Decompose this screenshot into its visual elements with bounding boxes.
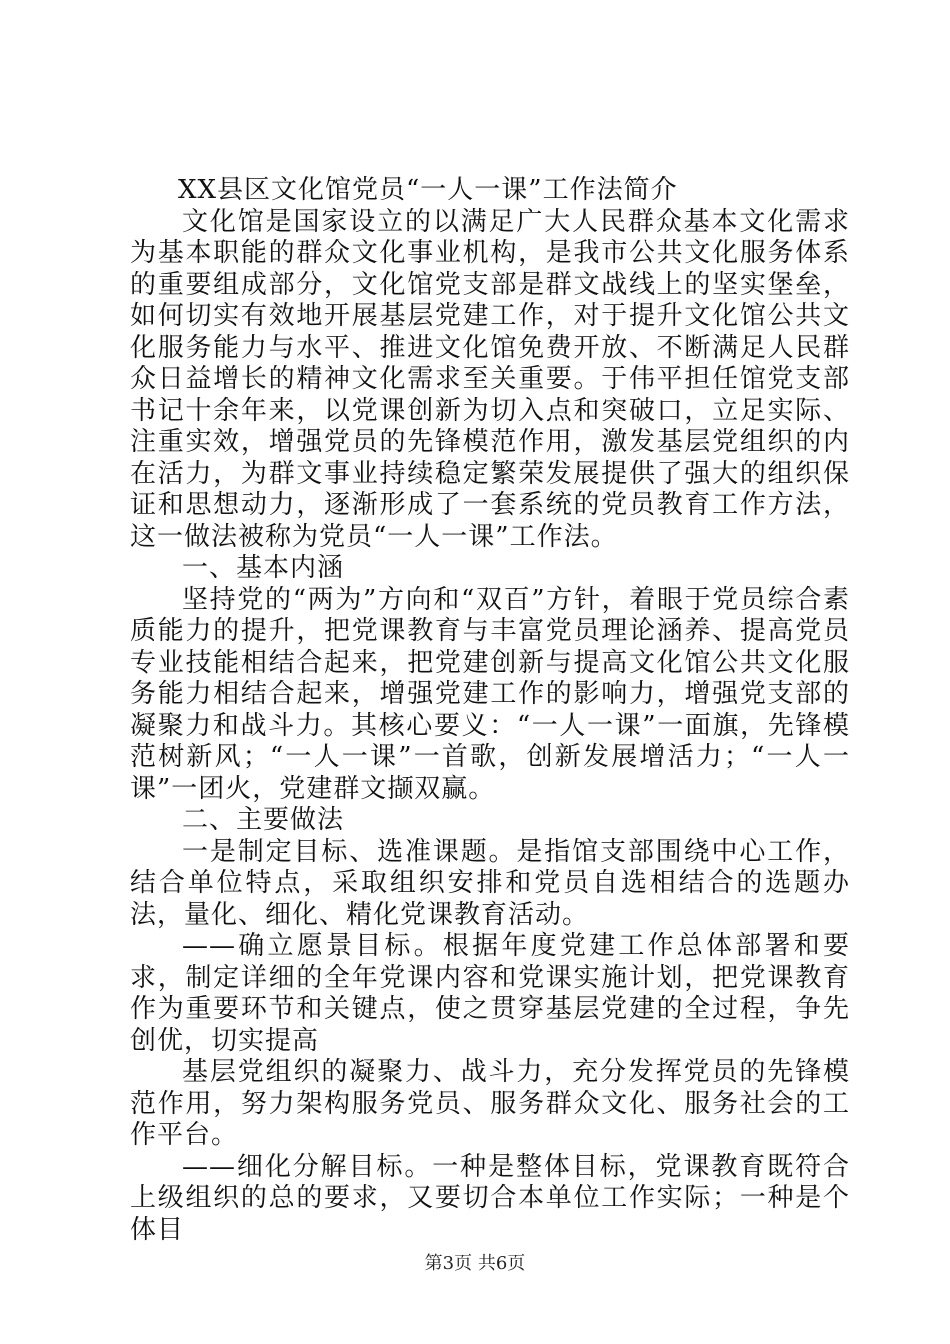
section-heading-main-practices: 二、主要做法	[182, 805, 345, 835]
document-body	[130, 175, 850, 1246]
page-number-footer: 第3页 共6页	[424, 1253, 526, 1274]
paragraph-vision-goal: ——确立愿景目标。根据年度党建工作总体部署和要求，制定详细的全年党课内容和党课实施计划，把党课教育作为重要环节和关键点，使之贯穿基层党建的全过程，争先创优，切实提高	[130, 931, 850, 1056]
document-title: XX县区文化馆党员“一人一课”工作法简介	[178, 175, 678, 205]
paragraph-intro: 文化馆是国家设立的以满足广大人民群众基本文化需求为基本职能的群众文化事业机构，是我市公共文化服务体系的重要组成部分，文化馆党支部是群文战线上的坚实堡垒，如何切实有效地开展基层党建工作，对于提升文化馆公共文化服务能力与水平、推进文化馆免费开放、不断满足人民群众日益增长的精神文化需求至关重要。于伟平担任馆党支部书记十余年来，以党课创新为切入点和突破口，立足实际、注重实效，增强党员的先锋模范作用，激发基层党组织的内在活力，为群文事业持续稳定繁荣发展提供了强大的组织保证和思想动力，逐渐形成了一套系统的党员教育工作方法，这一做法被称为党员“一人一课”工作法。	[130, 206, 850, 552]
paragraph-continuation: 基层党组织的凝聚力、战斗力，充分发挥党员的先锋模范作用，努力架构服务党员、服务群众文化、服务社会的工作平台。	[130, 1057, 850, 1150]
paragraph-basic-connotation: 坚持党的“两为”方向和“双百”方针，着眼于党员综合素质能力的提升，把党课教育与丰富党员理论涵养、提高党员专业技能相结合起来，把党建创新与提高文化馆公共文化服务能力相结合起来，增强党建工作的影响力，增强党支部的凝聚力和战斗力。其核心要义：“一人一课”一面旗，先锋模范树新风；“一人一课”一首歌，创新发展增活力；“一人一课”一团火，党建群文撷双赢。	[130, 584, 850, 804]
section-heading-basic-connotation: 一、基本内涵	[182, 553, 345, 583]
paragraph-set-goals: 一是制定目标、选准课题。是指馆支部围绕中心工作，结合单位特点，采取组织安排和党员自选相结合的选题办法，量化、细化、精化党课教育活动。	[130, 836, 850, 930]
paragraph-refine-goals: ——细化分解目标。一种是整体目标，党课教育既符合上级组织的总的要求，又要切合本单位工作实际；一种是个体目	[130, 1151, 850, 1245]
